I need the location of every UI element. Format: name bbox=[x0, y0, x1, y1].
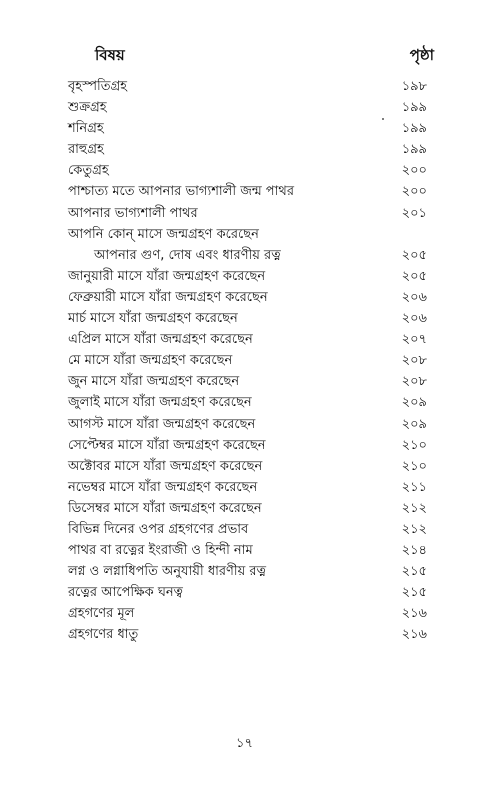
toc-entry-title: সেপ্টেম্বর মাসে যাঁরা জন্মগ্রহণ করেছেন bbox=[68, 437, 266, 453]
toc-entry bbox=[68, 139, 427, 160]
toc-entry-title: কেতুগ্রহ bbox=[68, 163, 109, 179]
toc-entry-title: আগস্ট মাসে যাঁরা জন্মগ্রহণ করেছেন bbox=[68, 416, 256, 432]
toc-entry-page: ২০৮ bbox=[401, 374, 427, 390]
toc-entry bbox=[68, 603, 427, 624]
toc-entry bbox=[68, 181, 427, 202]
page-number-footer: ১৭ bbox=[236, 736, 253, 751]
toc-entry bbox=[68, 624, 427, 645]
toc-entry bbox=[68, 519, 427, 540]
toc-entry-page: ২০৫ bbox=[401, 268, 427, 284]
toc-entry-title: পাথর বা রত্নের ইংরাজী ও হিন্দী নাম bbox=[68, 543, 253, 559]
toc-entry bbox=[68, 498, 427, 519]
toc-entry bbox=[68, 76, 427, 97]
toc-entry-page: ২০১ bbox=[401, 205, 427, 221]
toc-entry-page: ২০৬ bbox=[401, 289, 427, 305]
toc-entry-title: রত্নের আপেক্ষিক ঘনত্ব bbox=[68, 585, 183, 601]
toc-entry-title: নভেম্বর মাসে যাঁরা জন্মগ্রহণ করেছেন bbox=[68, 479, 258, 495]
toc-entry bbox=[68, 329, 427, 350]
toc-entry bbox=[68, 350, 427, 371]
toc-entry-title: শনিগ্রহ bbox=[68, 121, 104, 137]
toc-entry-page: ২১৫ bbox=[401, 564, 427, 580]
toc-entry bbox=[68, 392, 427, 413]
toc-entry bbox=[68, 266, 427, 287]
toc-entry-title: গ্রহগণের মূল bbox=[68, 606, 135, 622]
toc-entry bbox=[68, 435, 427, 456]
toc-header bbox=[70, 44, 439, 68]
toc-entry-page: ২০৬ bbox=[401, 311, 427, 327]
toc-entry-title: পাশ্চাত্য মতে আপনার ভাগ্যশালী জন্ম পাথর bbox=[68, 184, 294, 200]
toc-entry-page: ১৯৯ bbox=[401, 100, 427, 116]
toc-entry bbox=[68, 456, 427, 477]
toc-entry-page: ১৯৯ bbox=[401, 121, 427, 137]
toc-entry-page: ২০৯ bbox=[401, 395, 427, 411]
toc-entry bbox=[68, 414, 427, 435]
toc-entry-page: ২১৬ bbox=[401, 627, 427, 643]
toc-entry-page: ১৯৮ bbox=[401, 79, 427, 94]
toc-entry bbox=[68, 540, 427, 561]
toc-entry-page: ২১১ bbox=[401, 479, 427, 495]
toc-entry-page: ২০৮ bbox=[401, 353, 427, 369]
toc-entry bbox=[68, 97, 427, 118]
toc-entry-title: আপনি কোন্ মাসে জন্মগ্রহণ করেছেন bbox=[68, 226, 259, 242]
toc-entry-title: আপনার ভাগ্যশালী পাথর bbox=[68, 205, 198, 221]
subject-column-heading: বিষয় bbox=[95, 46, 125, 64]
toc-entry bbox=[68, 203, 427, 224]
toc-entry-page: ২১৪ bbox=[401, 543, 427, 559]
toc-entry-page: ২১৬ bbox=[401, 606, 427, 622]
toc-entry-page: ২০০ bbox=[401, 163, 427, 179]
toc-entry-title: মে মাসে যাঁরা জন্মগ্রহণ করেছেন bbox=[68, 353, 233, 369]
toc-entry bbox=[68, 582, 427, 603]
toc-entry-title: ফেব্রুয়ারী মাসে যাঁরা জন্মগ্রহণ করেছেন bbox=[68, 289, 268, 305]
toc-entry-page: ২০০ bbox=[401, 184, 427, 200]
toc-entry-page: ২১০ bbox=[401, 458, 427, 474]
toc-entry bbox=[68, 224, 427, 245]
toc-entry-page: ২১২ bbox=[401, 500, 427, 516]
toc-entry bbox=[68, 287, 427, 308]
toc-entry-page: ১৯৯ bbox=[401, 142, 427, 158]
toc-entry-title: মার্চ মাসে যাঁরা জন্মগ্রহণ করেছেন bbox=[68, 311, 238, 327]
toc-entry-page: ২১২ bbox=[401, 521, 427, 537]
toc-entry-continuation bbox=[68, 245, 427, 266]
toc-entry-title: শুক্রগ্রহ bbox=[68, 100, 107, 116]
toc-entry bbox=[68, 160, 427, 181]
toc-entry-page: ২০৯ bbox=[401, 416, 427, 432]
toc-entry-title: ডিসেম্বর মাসে যাঁরা জন্মগ্রহণ করেছেন bbox=[68, 500, 262, 516]
toc-entry bbox=[68, 308, 427, 329]
toc-entry-title: আপনার গুণ, দোষ এবং ধারণীয় রত্ন bbox=[94, 247, 281, 263]
toc-entry-title: রাহুগ্রহ bbox=[68, 142, 104, 158]
toc-entry-title: এপ্রিল মাসে যাঁরা জন্মগ্রহণ করেছেন bbox=[68, 332, 253, 348]
toc-entry-page: ২১০ bbox=[401, 437, 427, 453]
toc-entry-title: গ্রহগণের ধাতু bbox=[68, 627, 139, 643]
toc-entry-title: অক্টোবর মাসে যাঁরা জন্মগ্রহণ করেছেন bbox=[68, 458, 263, 474]
toc-entry-page: ২১৫ bbox=[401, 585, 427, 601]
toc-entry bbox=[68, 477, 427, 498]
toc-entry bbox=[68, 561, 427, 582]
toc-entry-title: জানুয়ারী মাসে যাঁরা জন্মগ্রহণ করেছেন bbox=[68, 268, 266, 284]
table-of-contents bbox=[68, 76, 427, 646]
toc-entry-title: জুলাই মাসে যাঁরা জন্মগ্রহণ করেছেন bbox=[68, 395, 252, 411]
toc-entry-title: বৃহস্পতিগ্রহ bbox=[68, 79, 128, 94]
toc-entry bbox=[68, 118, 427, 139]
toc-entry-title: বিভিন্ন দিনের ওপর গ্রহগণের প্রভাব bbox=[68, 521, 249, 537]
toc-entry-title: জুন মাসে যাঁরা জন্মগ্রহণ করেছেন bbox=[68, 374, 240, 390]
toc-entry-page: ২০৫ bbox=[401, 247, 427, 263]
toc-entry-title: লগ্ন ও লগ্নাধিপতি অনুযায়ী ধারণীয় রত্ন bbox=[68, 564, 267, 580]
toc-entry bbox=[68, 371, 427, 392]
page-column-heading: পৃষ্ঠা bbox=[409, 46, 434, 64]
toc-entry-page: ২০৭ bbox=[401, 332, 427, 348]
